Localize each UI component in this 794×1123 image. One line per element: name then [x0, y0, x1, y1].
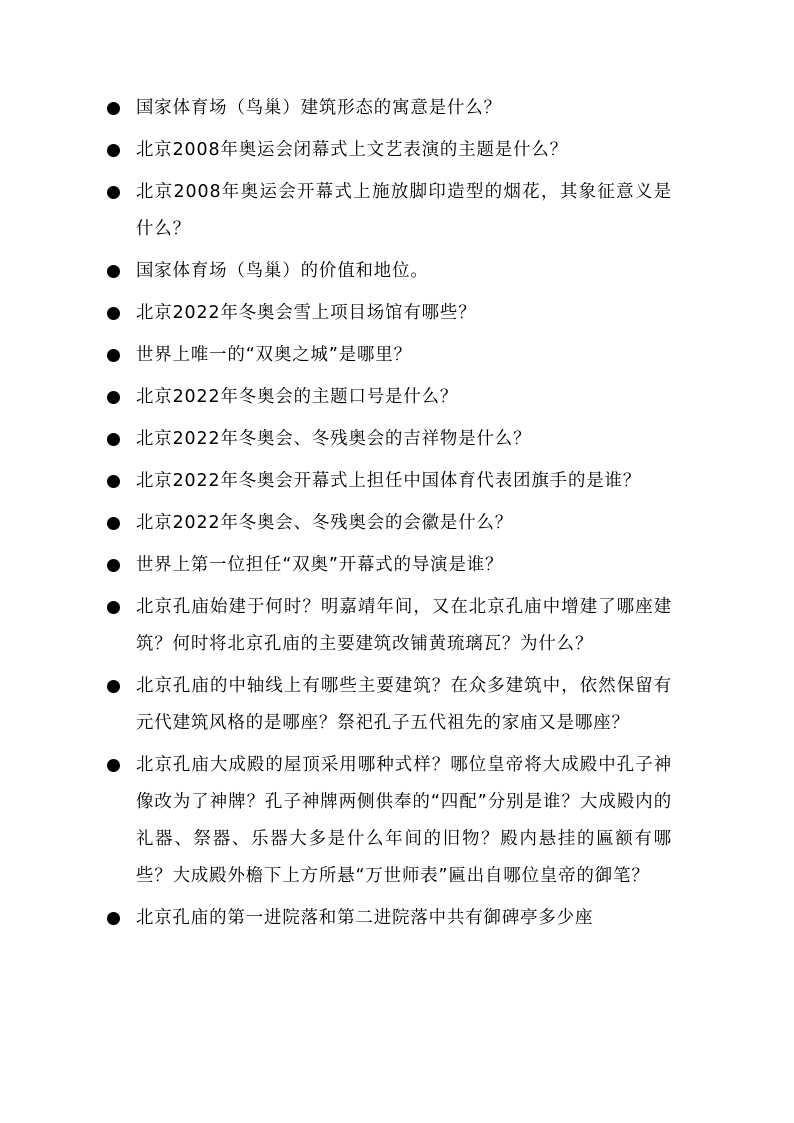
question-list: [107, 95, 672, 947]
question-text: 北京孔庙始建于何时？明嘉靖年间，又在北京孔庙中增建了哪座建筑？何时将北京孔庙的主要建筑改铺黄琉璃瓦？为什么？: [136, 596, 672, 654]
list-item: [107, 95, 672, 127]
list-item: [107, 552, 672, 584]
list-item: [107, 673, 672, 742]
question-text: 北京2022年冬奥会、冬残奥会的吉祥物是什么？: [136, 428, 532, 449]
bullet-icon: [107, 905, 136, 931]
question-text: 北京孔庙大成殿的屋顶采用哪种式样？哪位皇帝将大成殿中孔子神像改为了神牌？孔子神牌两侧供奉的“四配”分别是谁？大成殿内的礼器、祭器、乐器大多是什么年间的旧物？殿内悬挂的匾额有哪些？大成殿外檐下上方所悬“万世师表”匾出自哪位皇帝的御笔？: [136, 754, 672, 886]
question-text: 世界上唯一的“双奥之城”是哪里？: [136, 344, 412, 365]
question-text: 国家体育场（鸟巢）的价值和地位。: [136, 260, 429, 281]
bullet-icon: [107, 137, 136, 163]
question-text: 北京2022年冬奥会的主题口号是什么？: [136, 386, 459, 407]
bullet-icon: [107, 342, 136, 368]
list-item: [107, 426, 672, 458]
question-text: 北京孔庙的中轴线上有哪些主要建筑？在众多建筑中，依然保留有元代建筑风格的是哪座？祭祀孔子五代祖先的家庙又是哪座？: [136, 675, 672, 733]
question-text: 国家体育场（鸟巢）建筑形态的寓意是什么？: [136, 97, 502, 118]
list-item: [107, 594, 672, 663]
bullet-icon: [107, 673, 136, 699]
bullet-icon: [107, 468, 136, 494]
list-item: [107, 905, 672, 937]
bullet-icon: [107, 752, 136, 778]
bullet-icon: [107, 552, 136, 578]
question-text: 世界上第一位担任“双奥”开幕式的导演是谁？: [136, 554, 504, 575]
bullet-icon: [107, 300, 136, 326]
bullet-icon: [107, 384, 136, 410]
question-text: 北京2022年冬奥会、冬残奥会的会徽是什么？: [136, 512, 514, 533]
list-item: [107, 300, 672, 332]
question-text: 北京2022年冬奥会开幕式上担任中国体育代表团旗手的是谁？: [136, 470, 642, 491]
list-item: [107, 137, 672, 169]
bullet-icon: [107, 510, 136, 536]
list-item: [107, 752, 672, 895]
bullet-icon: [107, 179, 136, 205]
bullet-icon: [107, 426, 136, 452]
list-item: [107, 384, 672, 416]
bullet-icon: [107, 594, 136, 620]
list-item: [107, 342, 672, 374]
list-item: [107, 510, 672, 542]
list-item: [107, 468, 672, 500]
list-item: [107, 258, 672, 290]
bullet-icon: [107, 258, 136, 284]
question-text: 北京2022年冬奥会雪上项目场馆有哪些？: [136, 302, 477, 323]
question-text: 北京2008年奥运会开幕式上施放脚印造型的烟花，其象征意义是什么？: [136, 181, 672, 239]
list-item: [107, 179, 672, 248]
bullet-icon: [107, 95, 136, 121]
question-text: 北京孔庙的第一进院落和第二进院落中共有御碑亭多少座: [136, 907, 594, 928]
question-text: 北京2008年奥运会闭幕式上文艺表演的主题是什么？: [136, 139, 568, 160]
